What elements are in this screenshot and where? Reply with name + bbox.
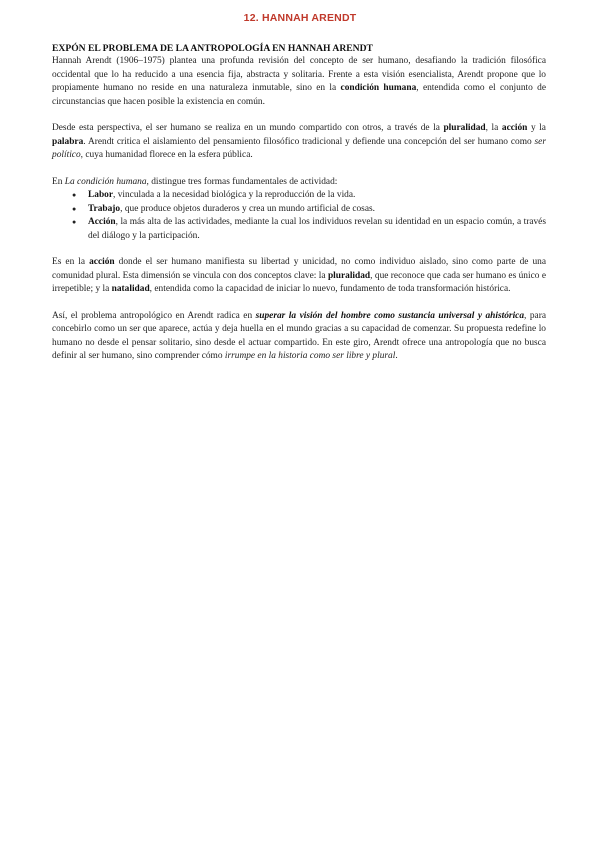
- text-run: , que produce objetos duraderos y crea un mundo artificial de cosas.: [120, 203, 375, 214]
- italic-phrase: irrumpe en la historia como ser libre y plural: [224, 351, 396, 362]
- paragraph-conclusion: [52, 310, 546, 364]
- text-run: Así, el problema antropológico en Arendt radica en: [52, 311, 256, 322]
- bold-term: pluralidad: [443, 123, 486, 134]
- text-run: , vinculada a la necesidad biológica y la reproducción de la vida.: [113, 190, 356, 201]
- document-body: [52, 42, 546, 377]
- bold-term: natalidad: [111, 284, 150, 295]
- bold-term: condición humana: [340, 83, 417, 94]
- page-title: 12. HANNAH ARENDT: [243, 12, 357, 24]
- paragraph-perspective: [52, 122, 546, 162]
- text-run: , distingue tres formas fundamentales de actividad:: [146, 177, 338, 188]
- list-item: [88, 203, 546, 216]
- bold-term: Labor: [88, 190, 114, 201]
- activities-list: [52, 189, 546, 243]
- paragraph-action: [52, 256, 546, 296]
- text-run: , entendida como el conjunto de circunstancias que hacen posible la existencia en común.: [52, 83, 547, 107]
- paragraph-activities-intro: [52, 176, 546, 189]
- bold-italic-phrase: superar la visión del hombre como sustancia universal y ahistórica: [255, 311, 525, 322]
- text-run: Es en la: [52, 257, 90, 268]
- text-run: , la: [485, 123, 502, 134]
- text-run: , la más alta de las actividades, mediante la cual los individuos revelan su identidad en un espacio común, a través del diálogo y la participación.: [88, 217, 546, 241]
- text-run: En: [52, 177, 65, 188]
- bold-term: pluralidad: [327, 270, 371, 281]
- list-item: [88, 216, 546, 243]
- text-run: , cuya humanidad florece en la esfera pública.: [80, 150, 253, 161]
- section-heading: EXPÓN EL PROBLEMA DE LA ANTROPOLOGÍA EN HANNAH ARENDT: [52, 43, 373, 54]
- italic-book-title: La condición humana: [64, 177, 147, 188]
- text-run: . Arendt critica el aislamiento del pensamiento filosófico tradicional y defiende una concepción del ser humano como: [83, 136, 535, 147]
- bold-term: Acción: [88, 217, 116, 228]
- italic-term: ser político: [52, 136, 546, 161]
- text-run: Desde esta perspectiva, el ser humano se realiza en un mundo compartido con otros, a través de la: [52, 123, 444, 134]
- text-run: Hannah Arendt (1906–1975) plantea una profunda revisión del concepto de ser humano, desafiando la tradición filosófica occidental que lo ha reducido a una esencia fija, abstracta y solitaria. Frente a esta visión esencialista, Arendt propone que lo propiamente humano no reside en una naturaleza inmutable, sino en la: [52, 56, 546, 94]
- text-run: .: [395, 351, 398, 362]
- bold-term: Trabajo: [88, 203, 121, 214]
- list-item: [88, 189, 546, 202]
- bold-term: palabra: [52, 136, 84, 147]
- paragraph-intro: [52, 55, 546, 109]
- text-run: , que reconoce que cada ser humano es único e irrepetible; y la: [52, 270, 546, 295]
- text-run: donde el ser humano manifiesta su libertad y unicidad, no como individuo aislado, sino como parte de una comunidad plural. Esta dimensión se vincula con dos conceptos clave: la: [52, 257, 546, 281]
- text-run: , entendida como la capacidad de iniciar lo nuevo, fundamento de toda transformación histórica.: [149, 284, 511, 295]
- bold-term: acción: [501, 123, 528, 134]
- text-run: , para concebirlo como un ser que aparece, actúa y deja huella en el mundo gracias a su capacidad de comenzar. Su propuesta redefine lo humano no desde el pensar solitario, sino desde el actuar compartido. En este giro, Arendt ofrece una antropología que no busca definir al ser humano, sino comprender cómo: [52, 311, 546, 362]
- text-run: y la: [527, 123, 546, 134]
- bold-term: acción: [89, 257, 115, 268]
